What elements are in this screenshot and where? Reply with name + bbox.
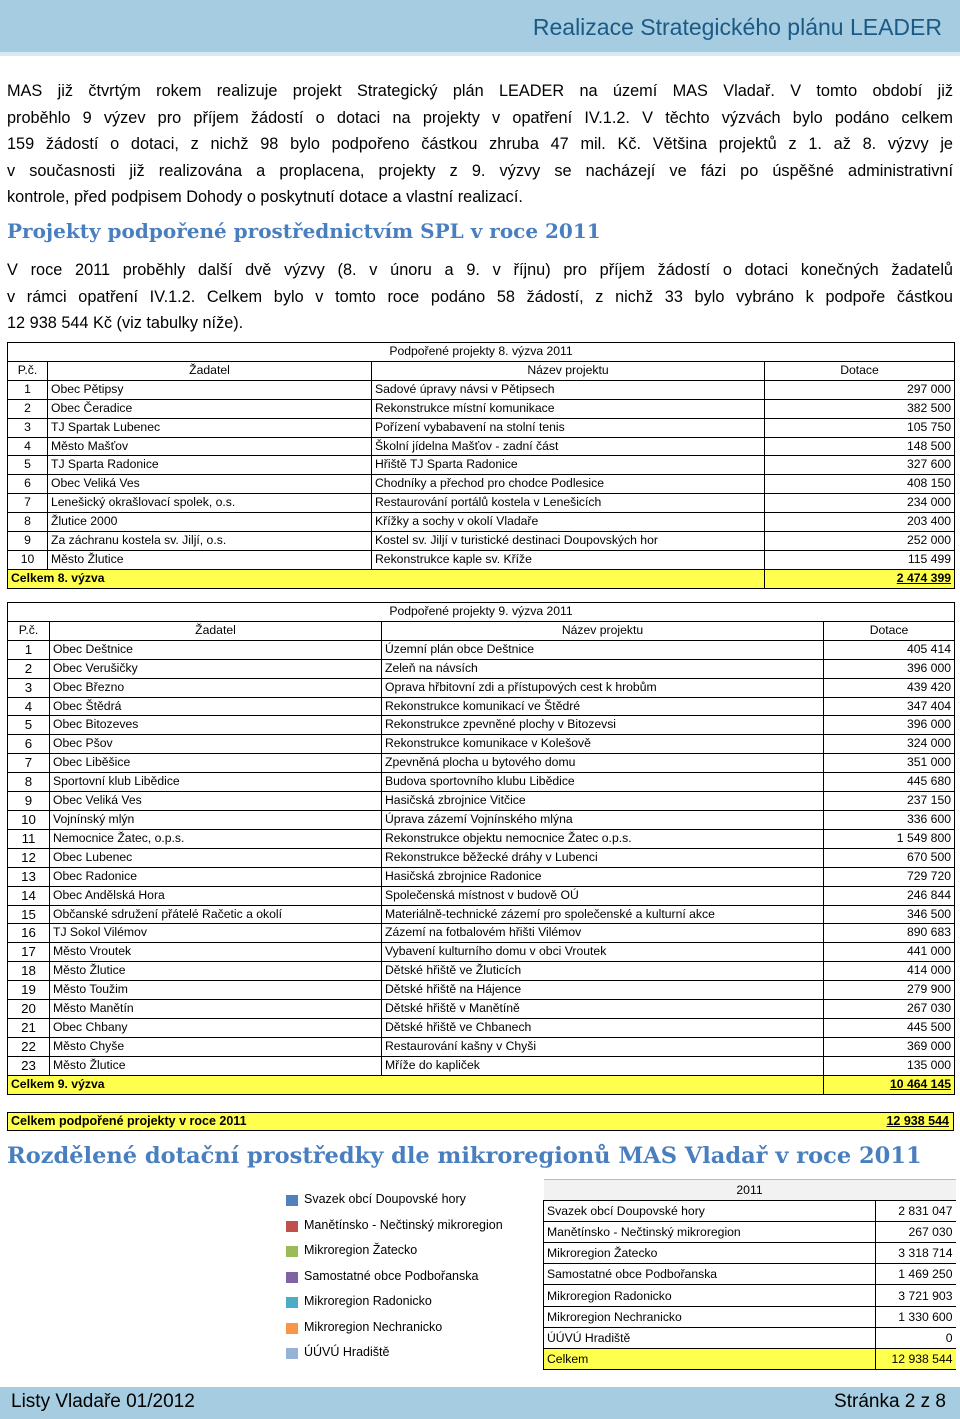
page-header: [0, 0, 960, 56]
legend-label: ÚÚVÚ Hradiště: [304, 1345, 390, 1359]
table-row: [8, 550, 955, 569]
total-label: Celkem 8. výzva: [8, 569, 765, 588]
col-header-applicant: Žadatel: [50, 621, 382, 640]
table-row: [8, 399, 955, 418]
table-row: [8, 773, 955, 792]
project-name: Hasičská zbrojnice Radonice: [382, 867, 824, 886]
grant-amount: 237 150: [824, 792, 955, 811]
applicant-name: Město Žlutice: [48, 550, 372, 569]
footer-publication: Listy Vladaře 01/2012: [11, 1391, 195, 1412]
applicant-name: Město Mašťov: [48, 437, 372, 456]
legend-swatch: [286, 1348, 298, 1359]
row-number: 5: [8, 716, 50, 735]
legend-label: Mikroregion Nechranicko: [304, 1319, 443, 1334]
row-number: 12: [8, 848, 50, 867]
summary-row: [544, 1201, 956, 1222]
applicant-name: Obec Pšov: [50, 735, 382, 754]
project-name: Dětské hřiště v Manětíně: [382, 1000, 824, 1019]
project-name: Restaurování portálů kostela v Lenešicích: [372, 494, 765, 513]
project-name: Rekonstrukce komunikací ve Štědré: [382, 697, 824, 716]
para2-line: v rámci opatření IV.1.2. Celkem bylo v tomto roce podáno 58 žádostí, z nichž 33 bylo vybráno k podpoře částkou: [7, 287, 953, 306]
applicant-name: Město Žlutice: [50, 1056, 382, 1075]
grant-amount: 135 000: [824, 1056, 955, 1075]
summary-region-name: Mikroregion Nechranicko: [544, 1306, 876, 1327]
row-number: 3: [8, 678, 50, 697]
col-header-project: Název projektu: [372, 361, 765, 380]
summary-region-value: 3 721 903: [876, 1285, 956, 1306]
applicant-name: Nemocnice Žatec, o.p.s.: [50, 829, 382, 848]
grant-amount: 396 000: [824, 659, 955, 678]
project-name: Dětské hřiště ve Žluticích: [382, 962, 824, 981]
project-name: Územní plán obce Deštnice: [382, 640, 824, 659]
table-row: [8, 494, 955, 513]
grant-amount: 347 404: [824, 697, 955, 716]
legend-swatch: [286, 1272, 298, 1283]
summary-row: [544, 1264, 956, 1285]
row-number: 8: [8, 513, 48, 532]
row-number: 23: [8, 1056, 50, 1075]
row-number: 20: [8, 1000, 50, 1019]
summary-region-name: Samostatné obce Podbořanska: [544, 1264, 876, 1285]
project-name: Zeleň na návsích: [382, 659, 824, 678]
grant-amount: 439 420: [824, 678, 955, 697]
footer-page-number: Stránka 2 z 8: [834, 1391, 946, 1412]
row-number: 5: [8, 456, 48, 475]
col-header-project: Název projektu: [382, 621, 824, 640]
grant-amount: 336 600: [824, 810, 955, 829]
grant-amount: 279 900: [824, 981, 955, 1000]
applicant-name: Obec Březno: [50, 678, 382, 697]
table-row: [8, 905, 955, 924]
grant-amount: 729 720: [824, 867, 955, 886]
grant-amount: 445 680: [824, 773, 955, 792]
col-header-num: P.č.: [8, 361, 48, 380]
applicant-name: Město Žlutice: [50, 962, 382, 981]
row-number: 11: [8, 829, 50, 848]
table-row: [8, 716, 955, 735]
applicant-name: Město Vroutek: [50, 943, 382, 962]
row-number: 4: [8, 697, 50, 716]
table-row: [8, 943, 955, 962]
grant-amount: 346 500: [824, 905, 955, 924]
applicant-name: TJ Sparta Radonice: [48, 456, 372, 475]
applicant-name: Obec Radonice: [50, 867, 382, 886]
summary-region-value: 2 831 047: [876, 1201, 956, 1222]
table-row: [8, 754, 955, 773]
row-number: 15: [8, 905, 50, 924]
legend-swatch: [286, 1195, 298, 1206]
table-call-9: [7, 602, 955, 1095]
row-number: 9: [8, 792, 50, 811]
total-label: Celkem 9. výzva: [8, 1075, 824, 1094]
grand-total-amount: 12 938 544: [886, 1114, 949, 1128]
table-row: [8, 456, 955, 475]
applicant-name: Obec Lubenec: [50, 848, 382, 867]
applicant-name: Lenešický okrašlovací spolek, o.s.: [48, 494, 372, 513]
grant-amount: 115 499: [765, 550, 955, 569]
project-name: Rekonstrukce běžecké dráhy v Lubenci: [382, 848, 824, 867]
applicant-name: Obec Chbany: [50, 1018, 382, 1037]
grant-amount: 105 750: [765, 418, 955, 437]
table-row: [8, 735, 955, 754]
project-name: Oprava hřbitovní zdi a přístupových cest k hrobům: [382, 678, 824, 697]
table-row: [8, 848, 955, 867]
intro-paragraph: [7, 78, 953, 211]
summary-region-name: Mikroregion Žatecko: [544, 1243, 876, 1264]
table-row: [8, 380, 955, 399]
table-row: [8, 867, 955, 886]
table-row: [8, 1056, 955, 1075]
table-caption: Podpořené projekty 9. výzva 2011: [8, 603, 955, 622]
applicant-name: Město Chyše: [50, 1037, 382, 1056]
chart-legend: [286, 1192, 503, 1372]
applicant-name: Obec Veliká Ves: [50, 792, 382, 811]
intro-line: v současnosti již realizována a proplacena, projekty z 9. výzvy se nacházejí ve fázi po úspěšné administrativní: [7, 161, 953, 180]
applicant-name: Obec Veliká Ves: [48, 475, 372, 494]
row-number: 2: [8, 399, 48, 418]
grant-amount: 246 844: [824, 886, 955, 905]
project-name: Rekonstrukce zpevněné plochy v Bitozevsi: [382, 716, 824, 735]
table-row: [8, 532, 955, 551]
applicant-name: Obec Bitozeves: [50, 716, 382, 735]
row-number: 19: [8, 981, 50, 1000]
grant-amount: 445 500: [824, 1018, 955, 1037]
legend-label: Svazek obcí Doupovské hory: [304, 1192, 466, 1206]
intro-line: proběhlo 9 výzev pro příjem žádostí o dotaci na projekty v opatření IV.1.2. V těchto výzvách bylo podáno celkem: [7, 108, 953, 127]
row-number: 21: [8, 1018, 50, 1037]
table-call-8: [7, 342, 955, 589]
grant-amount: 441 000: [824, 943, 955, 962]
applicant-name: Za záchranu kostela sv. Jiljí, o.s.: [48, 532, 372, 551]
summary-year: 2011: [544, 1180, 956, 1201]
project-name: Rekonstrukce komunikace v Kolešově: [382, 735, 824, 754]
grant-amount: 1 549 800: [824, 829, 955, 848]
row-number: 1: [8, 640, 50, 659]
grant-amount: 252 000: [765, 532, 955, 551]
project-name: Zázemí na fotbalovém hřišti Vilémov: [382, 924, 824, 943]
project-name: Mříže do kapliček: [382, 1056, 824, 1075]
summary-region-name: Svazek obcí Doupovské hory: [544, 1201, 876, 1222]
row-number: 7: [8, 754, 50, 773]
project-name: Restaurování kašny v Chyši: [382, 1037, 824, 1056]
table-caption: Podpořené projekty 8. výzva 2011: [8, 343, 955, 362]
row-number: 18: [8, 962, 50, 981]
table-row: [8, 810, 955, 829]
applicant-name: Občanské sdružení přátelé Račetic a okolí: [50, 905, 382, 924]
applicant-name: Vojnínský mlýn: [50, 810, 382, 829]
project-name: Hasičská zbrojnice Vitčice: [382, 792, 824, 811]
table-row: [8, 886, 955, 905]
table-row: [8, 513, 955, 532]
grant-amount: 234 000: [765, 494, 955, 513]
row-number: 10: [8, 550, 48, 569]
legend-label: Mikroregion Radonicko: [304, 1294, 432, 1308]
legend-label: Samostatné obce Podbořanska: [304, 1268, 479, 1283]
applicant-name: Obec Verušičky: [50, 659, 382, 678]
applicant-name: TJ Sokol Vilémov: [50, 924, 382, 943]
project-name: Společenská místnost v budově OÚ: [382, 886, 824, 905]
table-row: [8, 697, 955, 716]
summary-row: [544, 1327, 956, 1348]
summary-region-name: Mikroregion Radonicko: [544, 1285, 876, 1306]
applicant-name: Město Toužim: [50, 981, 382, 1000]
col-header-amount: Dotace: [824, 621, 955, 640]
applicant-name: Obec Deštnice: [50, 640, 382, 659]
applicant-name: Žlutice 2000: [48, 513, 372, 532]
para2-line: V roce 2011 proběhly další dvě výzvy (8. v únoru a 9. v říjnu) pro příjem žádostí o dotaci konečných žadatelů: [7, 261, 953, 279]
table-row: [8, 418, 955, 437]
summary-region-value: 1 330 600: [876, 1306, 956, 1327]
project-name: Vybavení kulturního domu v obci Vroutek: [382, 943, 824, 962]
project-name: Hřiště TJ Sparta Radonice: [372, 456, 765, 475]
row-number: 2: [8, 659, 50, 678]
summary-total-label: Celkem: [544, 1348, 876, 1369]
col-header-num: P.č.: [8, 621, 50, 640]
legend-swatch: [286, 1323, 298, 1334]
section-heading-microregions: Rozdělené dotační prostředky dle mikroregionů MAS Vladař v roce 2011: [7, 1143, 922, 1169]
legend-swatch: [286, 1246, 298, 1257]
table-row: [8, 659, 955, 678]
table-row: [8, 924, 955, 943]
grant-amount: 351 000: [824, 754, 955, 773]
grant-amount: 203 400: [765, 513, 955, 532]
summary-region-value: 3 318 714: [876, 1243, 956, 1264]
grant-amount: 324 000: [824, 735, 955, 754]
project-name: Dětské hřiště na Hájence: [382, 981, 824, 1000]
applicant-name: Obec Štědrá: [50, 697, 382, 716]
intro-line: 159 žádostí o dotaci, z nichž 98 bylo podpořeno částkou zhruba 47 mil. Kč. Většina projektů z 1. až 8. výzvy je: [7, 135, 953, 153]
row-number: 13: [8, 867, 50, 886]
total-amount: 2 474 399: [765, 569, 955, 588]
table-row: [8, 981, 955, 1000]
row-number: 7: [8, 494, 48, 513]
row-number: 16: [8, 924, 50, 943]
summary-region-value: 0: [876, 1327, 956, 1348]
summary-region-value: 1 469 250: [876, 1264, 956, 1285]
grant-amount: 382 500: [765, 399, 955, 418]
projects-paragraph: [7, 257, 953, 337]
col-header-amount: Dotace: [765, 361, 955, 380]
table-row: [8, 678, 955, 697]
grant-amount: 890 683: [824, 924, 955, 943]
grand-total-label: Celkem podpořené projekty v roce 2011: [11, 1114, 247, 1128]
legend-label: Manětínsko - Nečtinský mikroregion: [304, 1217, 503, 1232]
project-name: Budova sportovního klubu Libědice: [382, 773, 824, 792]
table-row: [8, 1037, 955, 1056]
summary-row: [544, 1243, 956, 1264]
project-name: Chodníky a přechod pro chodce Podlesice: [372, 475, 765, 494]
intro-line: kontrole, před podpisem Dohody o poskytnutí dotace a vlastní realizací.: [7, 188, 523, 206]
row-number: 17: [8, 943, 50, 962]
header-title: Realizace Strategického plánu LEADER: [532, 14, 942, 40]
row-number: 4: [8, 437, 48, 456]
grant-amount: 148 500: [765, 437, 955, 456]
section-heading-projects: Projekty podpořené prostřednictvím SPL v roce 2011: [7, 219, 601, 243]
total-amount: 10 464 145: [824, 1075, 955, 1094]
grant-amount: 670 500: [824, 848, 955, 867]
applicant-name: Město Manětín: [50, 1000, 382, 1019]
row-number: 10: [8, 810, 50, 829]
project-name: Školní jídelna Mašťov - zadní část: [372, 437, 765, 456]
row-number: 1: [8, 380, 48, 399]
applicant-name: Sportovní klub Libědice: [50, 773, 382, 792]
row-number: 9: [8, 532, 48, 551]
row-number: 22: [8, 1037, 50, 1056]
row-number: 6: [8, 735, 50, 754]
intro-line: MAS již čtvrtým rokem realizuje projekt Strategický plán LEADER na území MAS Vladař. V tomto období již: [7, 82, 953, 100]
col-header-applicant: Žadatel: [48, 361, 372, 380]
table-row: [8, 962, 955, 981]
project-name: Rekonstrukce kaple sv. Kříže: [372, 550, 765, 569]
project-name: Kostel sv. Jiljí v turistické destinaci Doupovských hor: [372, 532, 765, 551]
project-name: Rekonstrukce místní komunikace: [372, 399, 765, 418]
legend-swatch: [286, 1297, 298, 1308]
grant-amount: 369 000: [824, 1037, 955, 1056]
table-row: [8, 437, 955, 456]
grant-amount: 327 600: [765, 456, 955, 475]
summary-row: [544, 1285, 956, 1306]
applicant-name: Obec Čeradice: [48, 399, 372, 418]
table-row: [8, 640, 955, 659]
project-name: Pořízení vybabavení na stolní tenis: [372, 418, 765, 437]
project-name: Zpevněná plocha u bytového domu: [382, 754, 824, 773]
project-name: Materiálně-technické zázemí pro společenské a kulturní akce: [382, 905, 824, 924]
row-number: 3: [8, 418, 48, 437]
table-row: [8, 1000, 955, 1019]
applicant-name: Obec Andělská Hora: [50, 886, 382, 905]
applicant-name: Obec Liběšice: [50, 754, 382, 773]
summary-region-name: Manětínsko - Nečtinský mikroregion: [544, 1222, 876, 1243]
page-footer: [0, 1387, 960, 1419]
grand-total: [7, 1112, 954, 1131]
grant-amount: 267 030: [824, 1000, 955, 1019]
grant-amount: 297 000: [765, 380, 955, 399]
row-number: 8: [8, 773, 50, 792]
para2-line: 12 938 544 Kč (viz tabulky níže).: [7, 314, 244, 332]
summary-region-value: 267 030: [876, 1222, 956, 1243]
table-row: [8, 475, 955, 494]
grant-amount: 408 150: [765, 475, 955, 494]
summary-row: [544, 1306, 956, 1327]
applicant-name: Obec Pětipsy: [48, 380, 372, 399]
project-name: Křížky a sochy v okolí Vladaře: [372, 513, 765, 532]
legend-label: Mikroregion Žatecko: [304, 1243, 418, 1257]
summary-region-name: ÚÚVÚ Hradiště: [544, 1327, 876, 1348]
table-row: [8, 1018, 955, 1037]
applicant-name: TJ Spartak Lubenec: [48, 418, 372, 437]
table-row: [8, 792, 955, 811]
row-number: 14: [8, 886, 50, 905]
table-row: [8, 829, 955, 848]
summary-total-value: 12 938 544: [876, 1348, 956, 1369]
microregion-summary-table: [543, 1179, 956, 1370]
grant-amount: 405 414: [824, 640, 955, 659]
project-name: Dětské hřiště ve Chbanech: [382, 1018, 824, 1037]
summary-row: [544, 1222, 956, 1243]
project-name: Úprava zázemí Vojnínského mlýna: [382, 810, 824, 829]
legend-swatch: [286, 1221, 298, 1232]
row-number: 6: [8, 475, 48, 494]
grant-amount: 414 000: [824, 962, 955, 981]
project-name: Sadové úpravy návsi v Pětipsech: [372, 380, 765, 399]
grant-amount: 396 000: [824, 716, 955, 735]
project-name: Rekonstrukce objektu nemocnice Žatec o.p.s.: [382, 829, 824, 848]
